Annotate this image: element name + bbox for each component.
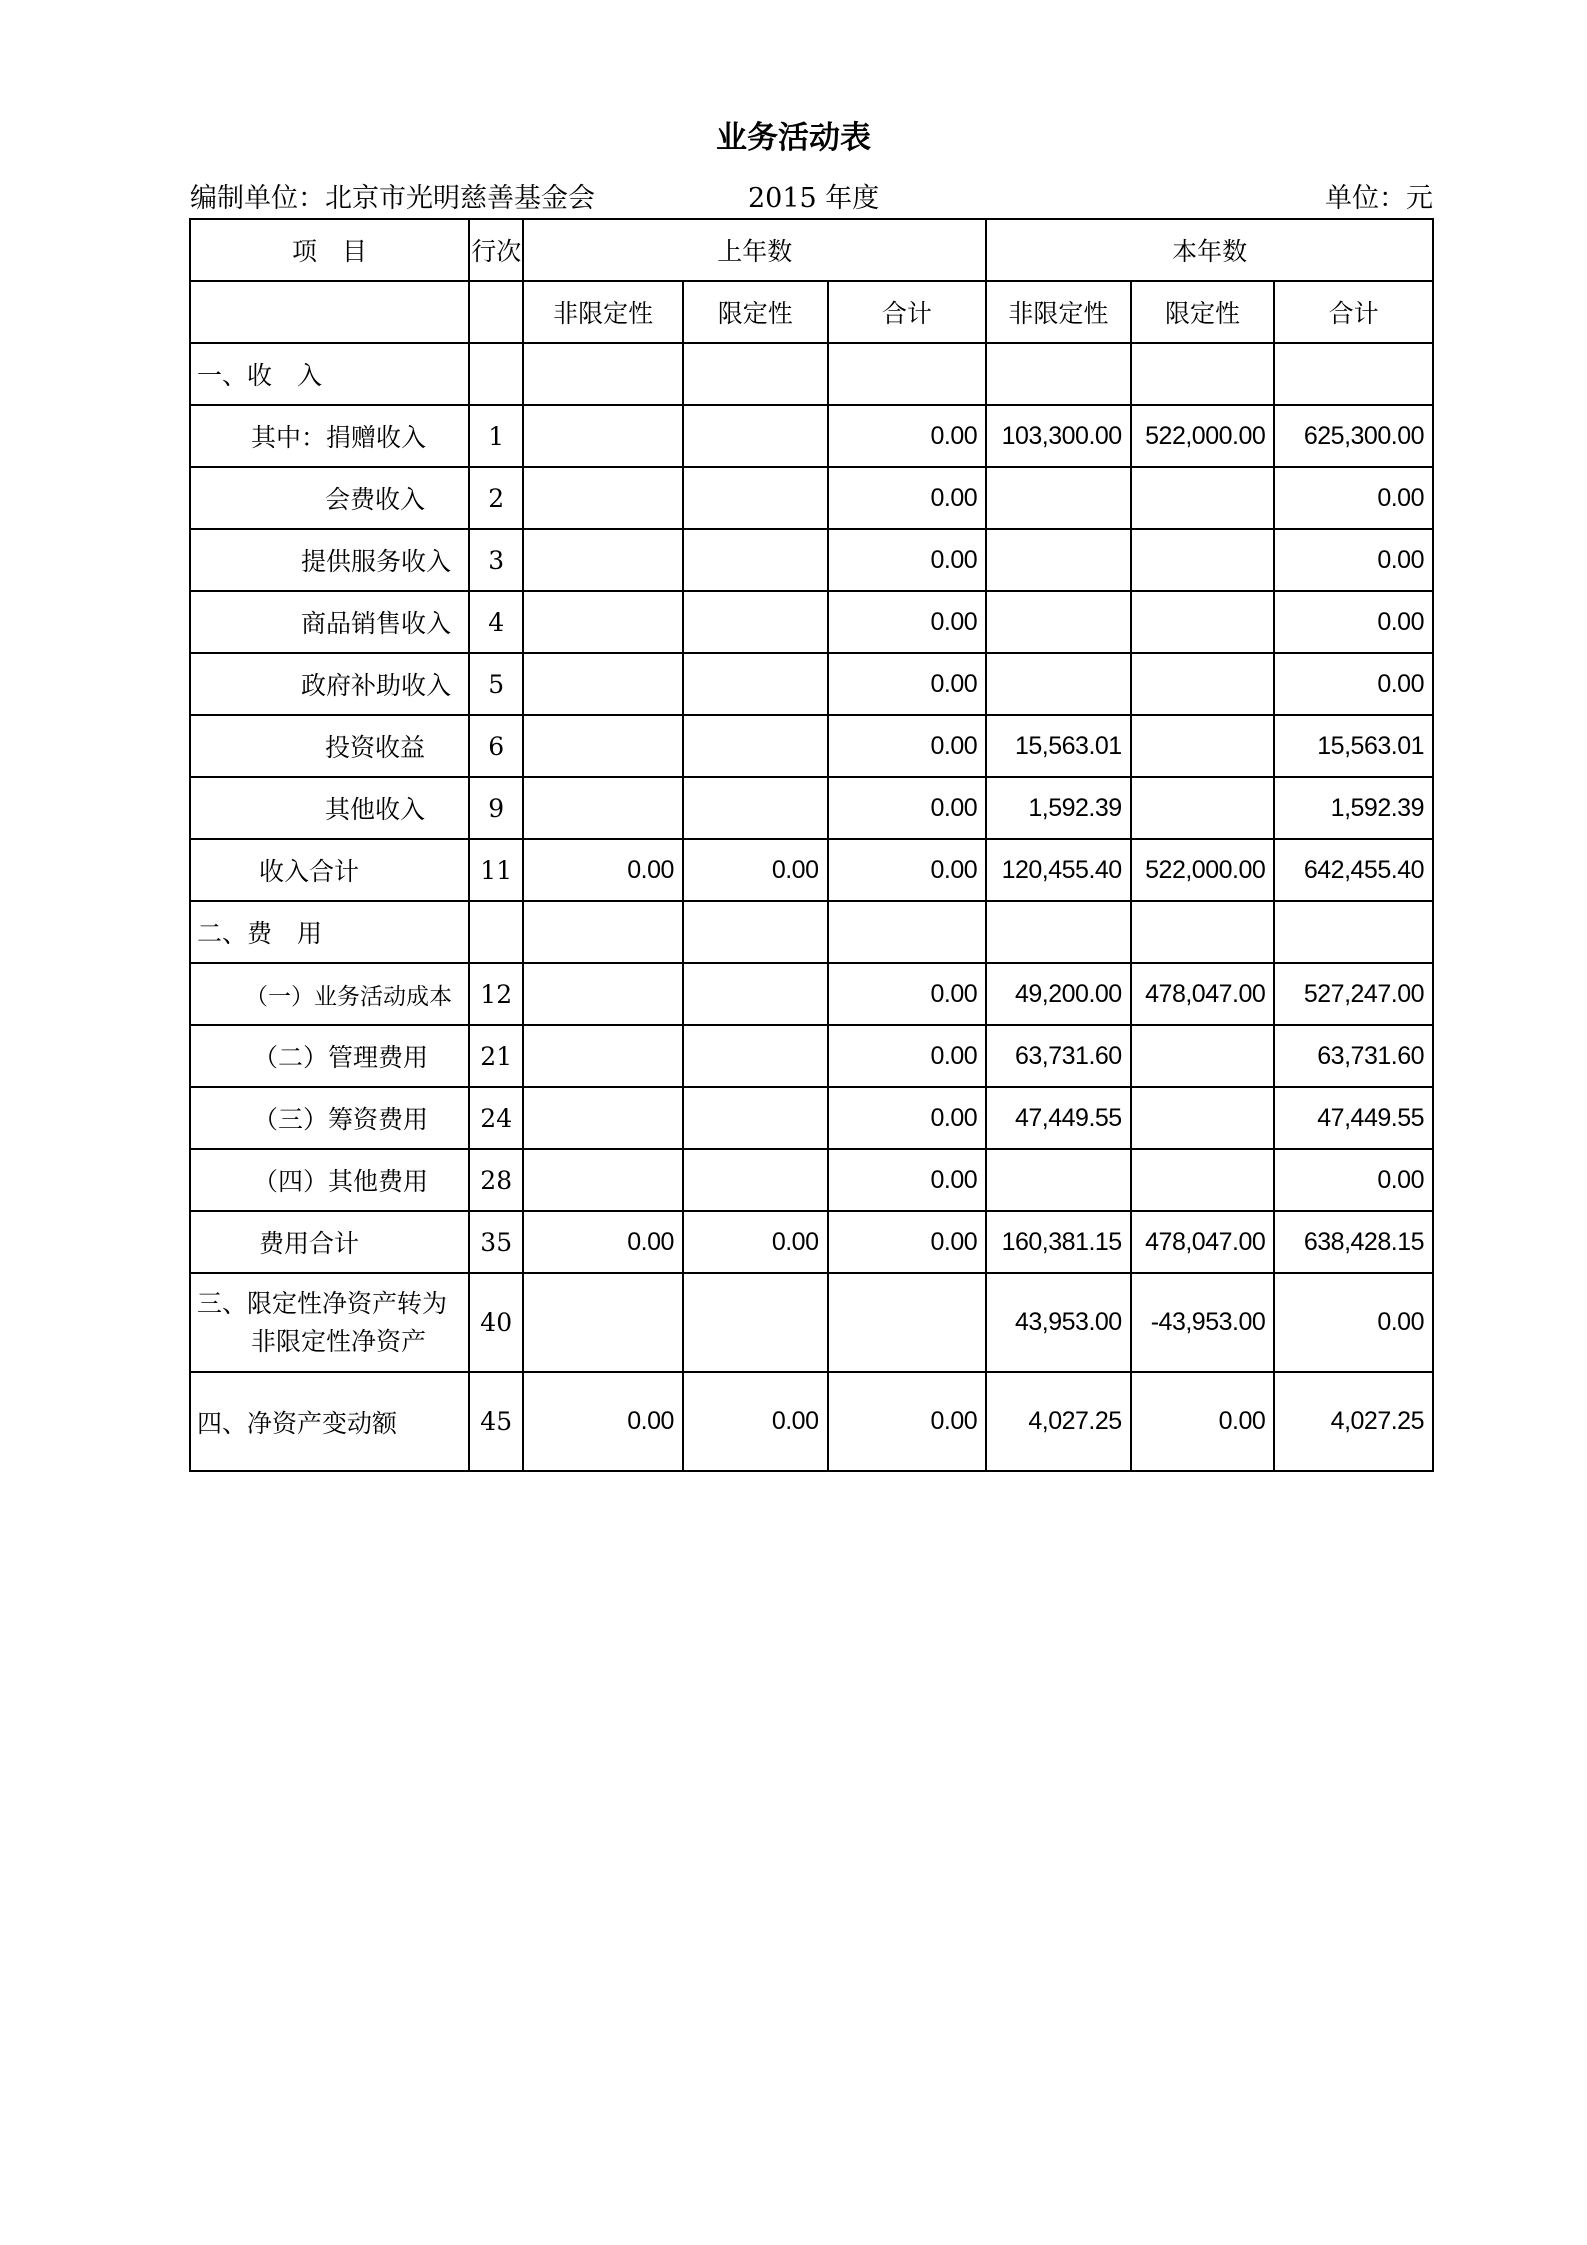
header-blank bbox=[469, 281, 523, 343]
header-curr-total: 合计 bbox=[1274, 281, 1433, 343]
prev-total: 0.00 bbox=[828, 653, 987, 715]
table-row bbox=[190, 1025, 1433, 1087]
curr-total: 0.00 bbox=[1274, 1149, 1433, 1211]
row-line: 35 bbox=[469, 1211, 523, 1273]
header-curr-year: 本年数 bbox=[986, 219, 1433, 281]
prev-restricted bbox=[683, 591, 828, 653]
table-row bbox=[190, 529, 1433, 591]
prev-restricted bbox=[683, 1149, 828, 1211]
restricted-transfer-row bbox=[190, 1273, 1433, 1372]
curr-unrestricted bbox=[986, 467, 1131, 529]
activity-statement-table bbox=[189, 218, 1434, 1472]
curr-unrestricted: 1,592.39 bbox=[986, 777, 1131, 839]
curr-total: 0.00 bbox=[1274, 1273, 1433, 1372]
header-curr-unrestricted: 非限定性 bbox=[986, 281, 1131, 343]
row-line: 2 bbox=[469, 467, 523, 529]
organization-label: 编制单位：北京市光明慈善基金会 bbox=[190, 183, 595, 214]
row-line: 6 bbox=[469, 715, 523, 777]
row-label: 提供服务收入 bbox=[190, 529, 469, 591]
row-label: 商品销售收入 bbox=[190, 591, 469, 653]
prev-unrestricted: 0.00 bbox=[523, 1372, 683, 1471]
table-row bbox=[190, 777, 1433, 839]
prev-unrestricted bbox=[523, 653, 683, 715]
header-prev-unrestricted: 非限定性 bbox=[523, 281, 683, 343]
curr-restricted: 522,000.00 bbox=[1131, 405, 1275, 467]
curr-restricted: -43,953.00 bbox=[1131, 1273, 1275, 1372]
prev-restricted bbox=[683, 1273, 828, 1372]
fiscal-year-label: 2015 年度 bbox=[748, 183, 880, 214]
prev-total bbox=[828, 1273, 987, 1372]
row-line: 24 bbox=[469, 1087, 523, 1149]
curr-unrestricted: 63,731.60 bbox=[986, 1025, 1131, 1087]
row-label-line-2: 非限定性净资产 bbox=[251, 1326, 427, 1356]
row-label: （一）业务活动成本 bbox=[190, 963, 469, 1025]
row-label-line-1: 三、限定性净资产转为 bbox=[197, 1288, 448, 1318]
curr-total: 625,300.00 bbox=[1274, 405, 1433, 467]
curr-total: 4,027.25 bbox=[1274, 1372, 1433, 1471]
prev-restricted bbox=[683, 1087, 828, 1149]
table-row bbox=[190, 467, 1433, 529]
prev-unrestricted bbox=[523, 467, 683, 529]
table-row bbox=[190, 715, 1433, 777]
prev-restricted bbox=[683, 777, 828, 839]
row-label: （三）筹资费用 bbox=[190, 1087, 469, 1149]
row-label: 政府补助收入 bbox=[190, 653, 469, 715]
prev-restricted bbox=[683, 715, 828, 777]
curr-restricted bbox=[1131, 1149, 1275, 1211]
header-curr-restricted: 限定性 bbox=[1131, 281, 1275, 343]
prev-unrestricted bbox=[523, 1087, 683, 1149]
prev-total: 0.00 bbox=[828, 405, 987, 467]
prev-unrestricted bbox=[523, 1149, 683, 1211]
header-line: 行次 bbox=[469, 219, 523, 281]
report-title: 业务活动表 bbox=[716, 120, 871, 156]
curr-unrestricted: 47,449.55 bbox=[986, 1087, 1131, 1149]
curr-total: 0.00 bbox=[1274, 529, 1433, 591]
curr-restricted bbox=[1131, 1087, 1275, 1149]
header-item: 项 目 bbox=[190, 219, 469, 281]
prev-restricted bbox=[683, 653, 828, 715]
income-total-row bbox=[190, 839, 1433, 901]
curr-restricted bbox=[1131, 777, 1275, 839]
row-line: 1 bbox=[469, 405, 523, 467]
curr-restricted bbox=[1131, 1025, 1275, 1087]
curr-restricted: 478,047.00 bbox=[1131, 1211, 1275, 1273]
curr-unrestricted: 103,300.00 bbox=[986, 405, 1131, 467]
prev-unrestricted: 0.00 bbox=[523, 1211, 683, 1273]
curr-total: 0.00 bbox=[1274, 467, 1433, 529]
prev-unrestricted bbox=[523, 715, 683, 777]
curr-unrestricted bbox=[986, 653, 1131, 715]
section-income-label: 一、收 入 bbox=[190, 343, 469, 405]
curr-restricted bbox=[1131, 467, 1275, 529]
row-label bbox=[190, 1273, 469, 1372]
curr-restricted: 478,047.00 bbox=[1131, 963, 1275, 1025]
table-row bbox=[190, 963, 1433, 1025]
curr-unrestricted: 49,200.00 bbox=[986, 963, 1131, 1025]
prev-restricted bbox=[683, 405, 828, 467]
curr-restricted bbox=[1131, 591, 1275, 653]
row-label: 其他收入 bbox=[190, 777, 469, 839]
row-line: 21 bbox=[469, 1025, 523, 1087]
row-label: 费用合计 bbox=[190, 1211, 469, 1273]
prev-total: 0.00 bbox=[828, 777, 987, 839]
curr-restricted bbox=[1131, 529, 1275, 591]
row-line: 40 bbox=[469, 1273, 523, 1372]
section-expense-label: 二、费 用 bbox=[190, 901, 469, 963]
row-label: 四、净资产变动额 bbox=[190, 1372, 469, 1471]
curr-total: 527,247.00 bbox=[1274, 963, 1433, 1025]
row-line: 5 bbox=[469, 653, 523, 715]
curr-unrestricted: 43,953.00 bbox=[986, 1273, 1131, 1372]
prev-total: 0.00 bbox=[828, 1149, 987, 1211]
prev-unrestricted bbox=[523, 405, 683, 467]
prev-total: 0.00 bbox=[828, 1211, 987, 1273]
header-blank bbox=[190, 281, 469, 343]
curr-restricted: 0.00 bbox=[1131, 1372, 1275, 1471]
row-line: 4 bbox=[469, 591, 523, 653]
curr-unrestricted: 120,455.40 bbox=[986, 839, 1131, 901]
row-label: 会费收入 bbox=[190, 467, 469, 529]
prev-unrestricted bbox=[523, 963, 683, 1025]
table-row bbox=[190, 653, 1433, 715]
curr-total: 0.00 bbox=[1274, 653, 1433, 715]
curr-total: 638,428.15 bbox=[1274, 1211, 1433, 1273]
curr-unrestricted: 160,381.15 bbox=[986, 1211, 1131, 1273]
header-row-1 bbox=[190, 219, 1433, 281]
currency-unit-label: 单位：元 bbox=[1325, 183, 1433, 214]
prev-total: 0.00 bbox=[828, 529, 987, 591]
curr-total: 1,592.39 bbox=[1274, 777, 1433, 839]
row-line: 9 bbox=[469, 777, 523, 839]
header-row-2 bbox=[190, 281, 1433, 343]
prev-total: 0.00 bbox=[828, 963, 987, 1025]
table-row bbox=[190, 591, 1433, 653]
prev-restricted: 0.00 bbox=[683, 1372, 828, 1471]
curr-total: 15,563.01 bbox=[1274, 715, 1433, 777]
header-prev-year: 上年数 bbox=[523, 219, 986, 281]
prev-total: 0.00 bbox=[828, 467, 987, 529]
table-row bbox=[190, 1149, 1433, 1211]
prev-unrestricted bbox=[523, 1273, 683, 1372]
prev-unrestricted bbox=[523, 529, 683, 591]
row-label: （二）管理费用 bbox=[190, 1025, 469, 1087]
expense-total-row bbox=[190, 1211, 1433, 1273]
prev-unrestricted: 0.00 bbox=[523, 839, 683, 901]
row-line: 11 bbox=[469, 839, 523, 901]
curr-total: 642,455.40 bbox=[1274, 839, 1433, 901]
curr-restricted bbox=[1131, 653, 1275, 715]
prev-total: 0.00 bbox=[828, 1372, 987, 1471]
table-row bbox=[190, 405, 1433, 467]
row-line: 12 bbox=[469, 963, 523, 1025]
curr-restricted: 522,000.00 bbox=[1131, 839, 1275, 901]
prev-total: 0.00 bbox=[828, 715, 987, 777]
prev-unrestricted bbox=[523, 591, 683, 653]
curr-unrestricted bbox=[986, 1149, 1131, 1211]
row-line: 28 bbox=[469, 1149, 523, 1211]
curr-total: 0.00 bbox=[1274, 591, 1433, 653]
prev-restricted: 0.00 bbox=[683, 839, 828, 901]
prev-unrestricted bbox=[523, 777, 683, 839]
curr-unrestricted: 4,027.25 bbox=[986, 1372, 1131, 1471]
prev-total: 0.00 bbox=[828, 1025, 987, 1087]
prev-total: 0.00 bbox=[828, 1087, 987, 1149]
curr-total: 47,449.55 bbox=[1274, 1087, 1433, 1149]
table-row bbox=[190, 1087, 1433, 1149]
header-prev-restricted: 限定性 bbox=[683, 281, 828, 343]
row-label: 投资收益 bbox=[190, 715, 469, 777]
curr-total: 63,731.60 bbox=[1274, 1025, 1433, 1087]
prev-total: 0.00 bbox=[828, 591, 987, 653]
prev-total: 0.00 bbox=[828, 839, 987, 901]
row-label: 收入合计 bbox=[190, 839, 469, 901]
prev-restricted: 0.00 bbox=[683, 1211, 828, 1273]
row-line: 3 bbox=[469, 529, 523, 591]
prev-restricted bbox=[683, 1025, 828, 1087]
prev-restricted bbox=[683, 963, 828, 1025]
curr-restricted bbox=[1131, 715, 1275, 777]
header-prev-total: 合计 bbox=[828, 281, 987, 343]
curr-unrestricted bbox=[986, 529, 1131, 591]
prev-unrestricted bbox=[523, 1025, 683, 1087]
row-label: 其中：捐赠收入 bbox=[190, 405, 469, 467]
row-label: （四）其他费用 bbox=[190, 1149, 469, 1211]
prev-restricted bbox=[683, 529, 828, 591]
section-expense-row bbox=[190, 901, 1433, 963]
curr-unrestricted: 15,563.01 bbox=[986, 715, 1131, 777]
row-line: 45 bbox=[469, 1372, 523, 1471]
curr-unrestricted bbox=[986, 591, 1131, 653]
prev-restricted bbox=[683, 467, 828, 529]
section-income-row bbox=[190, 343, 1433, 405]
net-asset-change-row bbox=[190, 1372, 1433, 1471]
